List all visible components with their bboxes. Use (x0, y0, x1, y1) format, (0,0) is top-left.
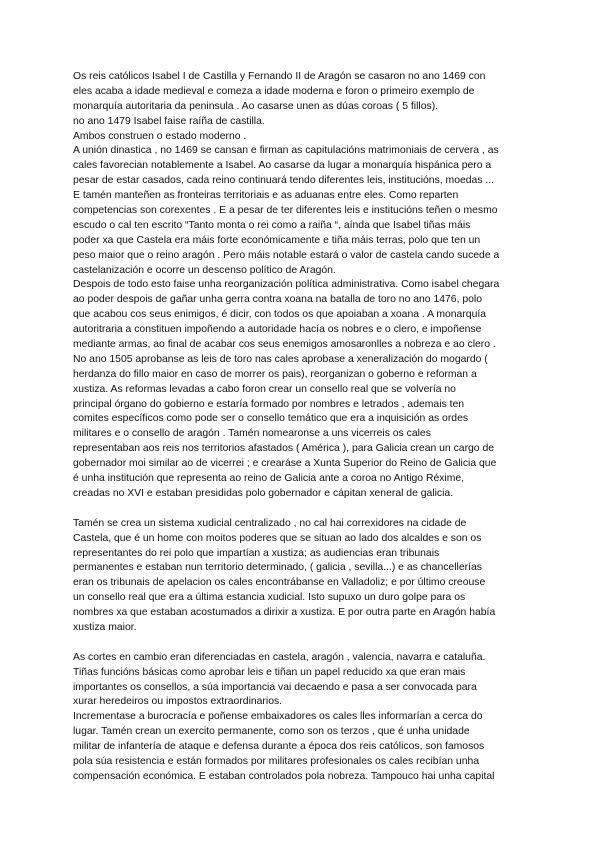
text-line: autoritraria a constituen impoñendo a autoridade hacía os nobres e o clero, e impoñense (73, 324, 482, 336)
text-line: permanentes e estaban nun territorio determinado, ( galicia , sevilla...) e as chancellerías (73, 562, 482, 574)
text-line: E tamén manteñen as fronteiras territoriais e as aduanas entre eles. Como reparten (73, 190, 459, 202)
text-line: castelanización e ocorre un descenso político de Aragón. (73, 264, 336, 276)
text-line: As cortes en cambio eran diferenciadas en castela, aragón , valencia, navarra e cataluña. (73, 651, 486, 663)
text-line: comites específicos como pode ser o consello temático que era a inquisición as ordes (73, 413, 469, 425)
text-line: eles acaba a idade medieval e comeza a idade moderna e foron o primeiro exemplo de (73, 85, 475, 97)
text-line: compensación económica. E estaban controlados pola nobreza. Tampouco hai unha capital (73, 770, 495, 782)
text-line: eran os tribunais de apelacion os cales encontrábanse en Valladoliz; e por último creouse (73, 577, 486, 589)
text-line: cales favorecian notablemente a Isabel. Ao casarse da lugar a monarquía hispánica pero a (73, 160, 492, 172)
text-line: poder xa que Castela era máis forte económicamente e tiña máis terras, polo que ten un (73, 234, 481, 246)
text-line: Despois de todo esto faise unha reorganización política administrativa. Como isabel chegara (73, 279, 500, 291)
text-line: importantes os consellos, a súa importancia vai decaendo e pasa a ser convocada para (73, 681, 477, 693)
text-line: Castela, que é un home con moitos poderes que se situan ao lado dos alcaldes e son os (73, 532, 482, 544)
text-line: gobernador moi similar ao de vicerrei ; e crearáse a Xunta Superior do Reino de Galicia que (73, 458, 497, 470)
text-line: Tiñas funcións básicas como aprobar leis e tiñan un papel reducido xa que eran mais (73, 666, 466, 678)
text-line: ao poder despois de gañar unha gerra contra xoana na batalla de toro no ano 1476, polo (73, 294, 483, 306)
text-line: Tamén se crea un sistema xudicial centralizado , no cal hai correxidores na cidade de (73, 517, 467, 529)
text-line: herdanza do fillo maior en caso de morrer os pais), reorganizan o goberno e reforman a (73, 368, 477, 380)
text-line: no ano 1479 Isabel faise raíña de castilla. (73, 115, 265, 127)
text-line: No ano 1505 aprobanse as leis de toro nas cales aprobase a xeneralización do mogardo ( (73, 353, 488, 365)
text-line: lugar. Tamén crean un exercito permanente, como son os terzos , que é unha unidade (73, 726, 470, 738)
text-line: Ambos construen o estado moderno . (73, 130, 247, 142)
text-line: peso maior que o reino aragón . Pero máis notable estará o valor de castela cando sucede a (73, 249, 500, 261)
text-line: un consello real que era a última estancia xudicial. Isto supuxo un duro golpe para os (73, 592, 466, 604)
text-line: xurar heredeiros ou impostos extraordinarios. (73, 696, 283, 708)
text-line: militar de infantería de ataque e defensa durante a época dos reis católicos, son famosos (73, 741, 485, 753)
text-line: A unión dinastica , no 1469 se cansan e firman as capitulacións matrimoniais de cervera , as (73, 145, 499, 157)
text-line: mediante armas, ao final de acabar cos seus enemigos amosaronlles a nobreza e ao clero . (73, 339, 496, 351)
text-line: representaban aos reis nos territorios afastados ( América ), para Galicia crean un cargo de (73, 443, 495, 455)
text-line: monarquía autoritaria da peninsula . Ao casarse unen as dúas coroas ( 5 fillos). (73, 100, 439, 112)
text-line: militares e o consello de aragón . Tamén nomearonse a uns vicerreis os cales (73, 428, 431, 440)
text-line: que acabou cos seus enimigos, é dicir, con todos os que apoiaban a xoana . A monarquía (73, 309, 487, 321)
text-line: pesar de estar casados, cada reino continuará tendo diferentes leis, institucións, moedas ... (73, 175, 495, 187)
text-line: creadas no XVI e estaban presididas polo gobernador e cápitan xeneral de galicia. (73, 487, 454, 499)
text-line: xustiza maior. (73, 621, 137, 633)
paragraph-gap (73, 502, 523, 517)
paragraph-gap (73, 636, 523, 651)
text-line: principal órgano do gobierno e estaría formado por nombres e letrados , ademais ten (73, 398, 465, 410)
text-line: escudo o cal ten escrito “Tanto monta o rei como a raiña “, aínda que Isabel tiñas máis (73, 219, 471, 231)
text-line: xustiza. As reformas levadas a cabo foron crear un consello real que se volvería no (73, 383, 456, 395)
text-line: Os reis católicos Isabel I de Castilla y Fernando II de Aragón se casaron no ano 1469 con (73, 71, 486, 82)
text-line: pola súa resistencia e están formados por militares profesionales os cales recibían unha (73, 755, 480, 767)
text-line: competencias son corexentes . E a pesar de ter diferentes leis e institucións teñen o mesmo (73, 205, 498, 217)
text-line: é unha institución que representa ao reino de Galicia ante a coroa no Antigo Réxime, (73, 473, 465, 485)
text-line: representantes do rei polo que impartían a xustiza; as audiencias eran tribunais (73, 547, 440, 559)
text-line: Incrementase a burocracía e poñense embaixadores os cales lles informarían a cerca do (73, 711, 483, 723)
document-body (73, 70, 523, 785)
text-line: nombres xa que estaban acostumados a dirixir a xustiza. E por outra parte en Aragón había (73, 607, 496, 619)
